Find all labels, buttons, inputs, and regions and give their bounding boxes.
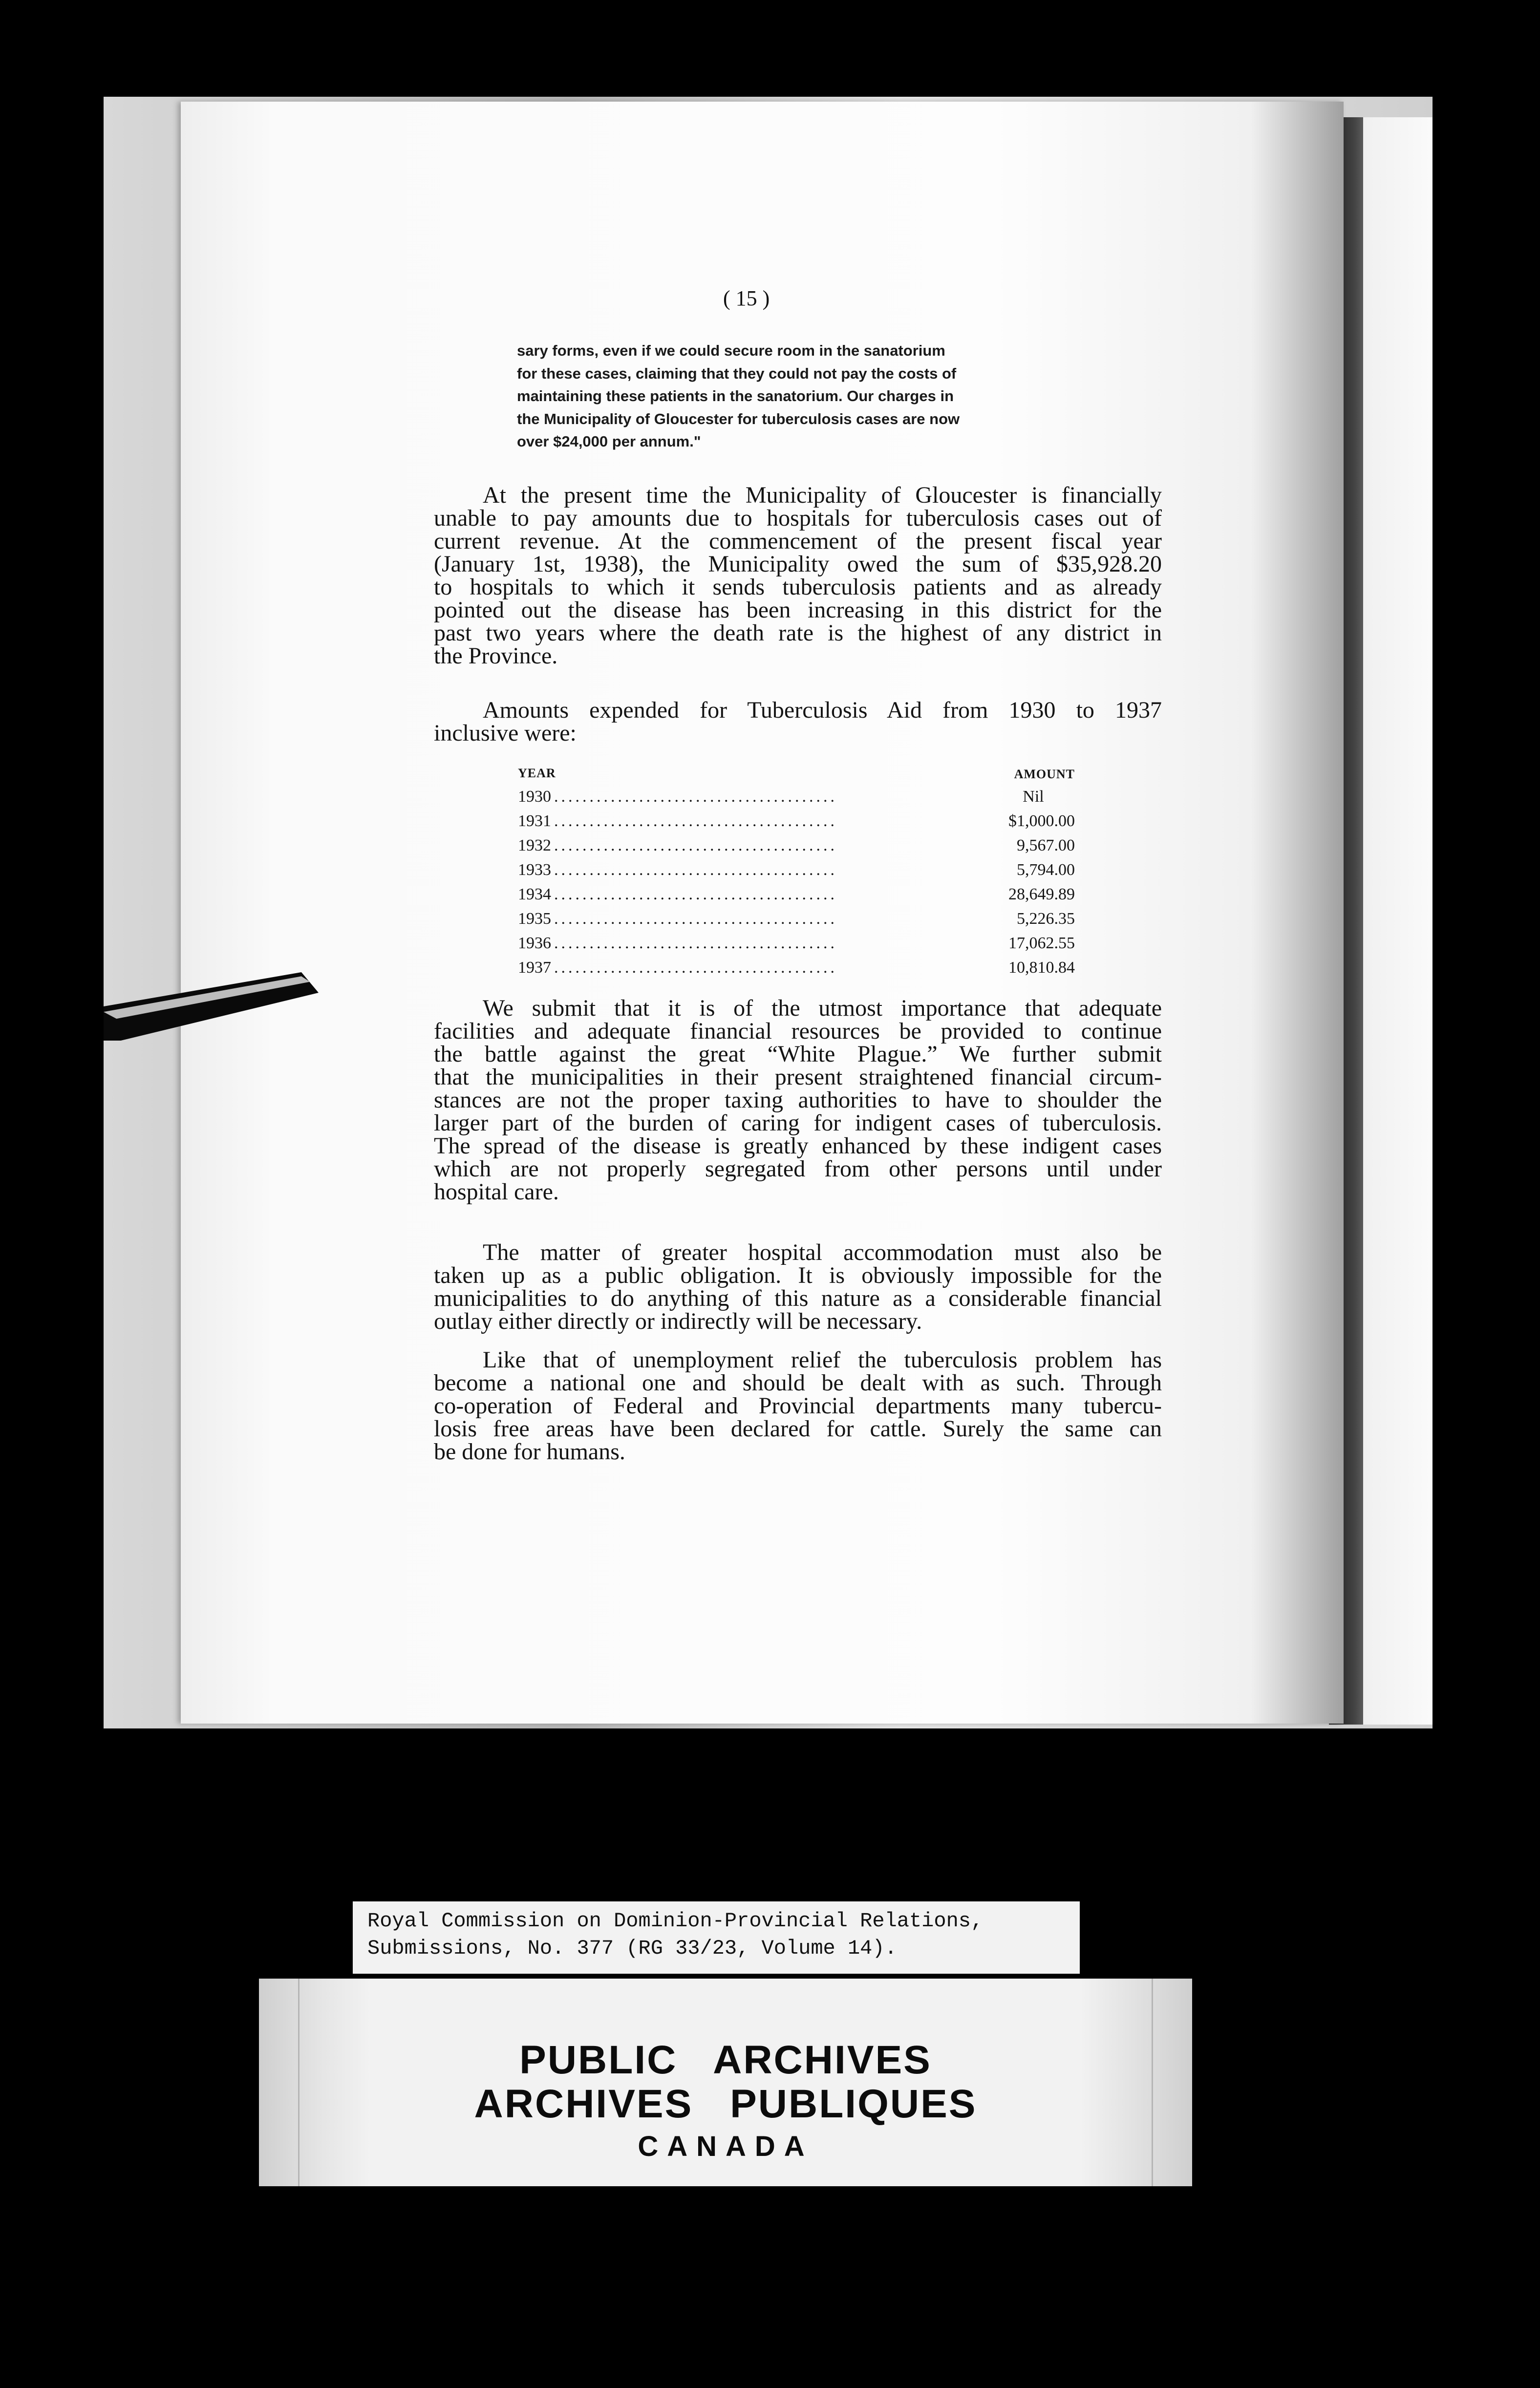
paragraph-line: We submit that it is of the utmost importance that adequate xyxy=(483,995,1162,1021)
row-leader-dots: ........................................ xyxy=(554,788,837,806)
row-year: 1932 xyxy=(518,836,551,854)
quote-line: for these cases, claiming that they could not pay the costs of xyxy=(517,364,957,382)
row-year: 1931 xyxy=(518,812,551,830)
paragraph-line: pointed out the disease has been increasing in this district for the xyxy=(434,597,1162,623)
paragraph-line: be done for humans. xyxy=(434,1439,625,1465)
row-leader-dots: ........................................ xyxy=(554,959,837,977)
row-leader-dots: ........................................ xyxy=(554,812,837,830)
quote-block xyxy=(517,340,1084,453)
row-year: 1936 xyxy=(518,934,551,952)
row-year: 1934 xyxy=(518,885,551,903)
label-line-commission: Royal Commission on Dominion-Provincial Relations, xyxy=(367,1909,984,1933)
table-row xyxy=(518,882,1075,907)
column-header-amount: AMOUNT xyxy=(1014,767,1075,781)
row-amount: 17,062.55 xyxy=(1008,934,1075,952)
paragraph-line: municipalities to do anything of this nature as a considerable financial xyxy=(434,1285,1162,1311)
table-row xyxy=(518,931,1075,956)
paragraph-submission-resources xyxy=(434,997,1162,1203)
archive-reference-label xyxy=(353,1901,1080,1974)
paragraph-line: Amounts expended for Tuberculosis Aid from 1930 to 1937 xyxy=(483,697,1162,723)
tuberculosis-aid-table xyxy=(518,761,1075,980)
paragraph-line: become a national one and should be dealt with as such. Through xyxy=(434,1370,1162,1396)
paragraph-line: current revenue. At the commencement of the present fiscal year xyxy=(434,528,1162,554)
row-year: 1933 xyxy=(518,861,551,879)
paragraph-national-problem xyxy=(434,1348,1162,1463)
table-row xyxy=(518,785,1075,809)
row-amount: 10,810.84 xyxy=(1008,959,1075,977)
paragraph-line: stances are not the proper taxing authorities to have to shoulder the xyxy=(434,1087,1162,1113)
table-row xyxy=(518,858,1075,882)
paragraph-line: At the present time the Municipality of Gloucester is financially xyxy=(483,482,1162,508)
paragraph-line: outlay either directly or indirectly will be necessary. xyxy=(434,1308,922,1334)
row-leader-dots: ........................................ xyxy=(554,910,837,928)
quote-line: maintaining these patients in the sanatorium. Our charges in xyxy=(517,387,954,405)
paragraph-line: which are not properly segregated from other persons until under xyxy=(434,1156,1162,1182)
stamp-line-archives-publiques: ARCHIVES PUBLIQUES xyxy=(474,2082,977,2126)
row-leader-dots: ........................................ xyxy=(554,861,837,879)
stamp-line-canada: CANADA xyxy=(638,2131,813,2162)
table-row xyxy=(518,809,1075,833)
paragraph-line: facilities and adequate financial resources be provided to continue xyxy=(434,1018,1162,1044)
paragraph-line: taken up as a public obligation. It is obviously impossible for the xyxy=(434,1262,1162,1288)
row-amount: 5,794.00 xyxy=(1017,861,1075,879)
paragraph-line: inclusive were: xyxy=(434,720,577,746)
paragraph-line: the Province. xyxy=(434,643,558,669)
label-line-submission: Submissions, No. 377 (RG 33/23, Volume 14). xyxy=(367,1937,897,1960)
row-leader-dots: ........................................ xyxy=(554,885,837,903)
paragraph-line: (January 1st, 1938), the Municipality owed the sum of $35,928.20 xyxy=(434,551,1162,577)
quote-line: the Municipality of Gloucester for tuberculosis cases are now xyxy=(517,410,960,427)
public-archives-stamp xyxy=(259,1979,1192,2186)
paragraph-line: The spread of the disease is greatly enhanced by these indigent cases xyxy=(434,1133,1162,1159)
quote-line: over $24,000 per annum." xyxy=(517,433,701,450)
paragraph-hospital-accommodation xyxy=(434,1241,1162,1333)
table-row xyxy=(518,907,1075,931)
paragraph-line: to hospitals to which it sends tuberculosis patients and as already xyxy=(434,574,1162,600)
row-amount: 9,567.00 xyxy=(1017,836,1075,854)
paragraph-line: hospital care. xyxy=(434,1179,559,1205)
page-number: ( 15 ) xyxy=(723,286,770,310)
table-header xyxy=(518,761,1075,785)
paragraph-line: larger part of the burden of caring for indigent cases of tuberculosis. xyxy=(434,1110,1162,1136)
row-year: 1935 xyxy=(518,910,551,928)
paragraph-amounts-intro xyxy=(434,699,1162,745)
row-leader-dots: ........................................ xyxy=(554,934,837,952)
paragraph-line: past two years where the death rate is the highest of any district in xyxy=(434,620,1162,646)
row-year: 1937 xyxy=(518,959,551,977)
row-year: 1930 xyxy=(518,788,551,806)
row-amount: Nil xyxy=(1023,788,1044,806)
quote-line: sary forms, even if we could secure room in the sanatorium xyxy=(517,342,945,359)
row-leader-dots: ........................................ xyxy=(554,836,837,854)
row-amount: 28,649.89 xyxy=(1008,885,1075,903)
table-row xyxy=(518,833,1075,858)
row-amount: 5,226.35 xyxy=(1017,910,1075,928)
paragraph-line: co-operation of Federal and Provincial departments many tubercu- xyxy=(434,1393,1162,1419)
paragraph-line: Like that of unemployment relief the tuberculosis problem has xyxy=(483,1347,1162,1373)
paragraph-line: that the municipalities in their present straightened financial circum- xyxy=(434,1064,1162,1090)
column-header-year: YEAR xyxy=(518,766,556,780)
paragraph-line: the battle against the great “White Plague.” We further submit xyxy=(434,1041,1162,1067)
row-amount: $1,000.00 xyxy=(1008,812,1075,830)
page-right-flap xyxy=(1363,117,1432,1725)
paragraph-line: unable to pay amounts due to hospitals for tuberculosis cases out of xyxy=(434,505,1162,531)
paragraph-line: The matter of greater hospital accommodation must also be xyxy=(483,1239,1162,1265)
table-row xyxy=(518,956,1075,980)
stamp-line-public-archives: PUBLIC ARCHIVES xyxy=(519,2038,932,2082)
paragraph-gloucester-finances xyxy=(434,484,1162,667)
paragraph-line: losis free areas have been declared for cattle. Surely the same can xyxy=(434,1416,1162,1442)
